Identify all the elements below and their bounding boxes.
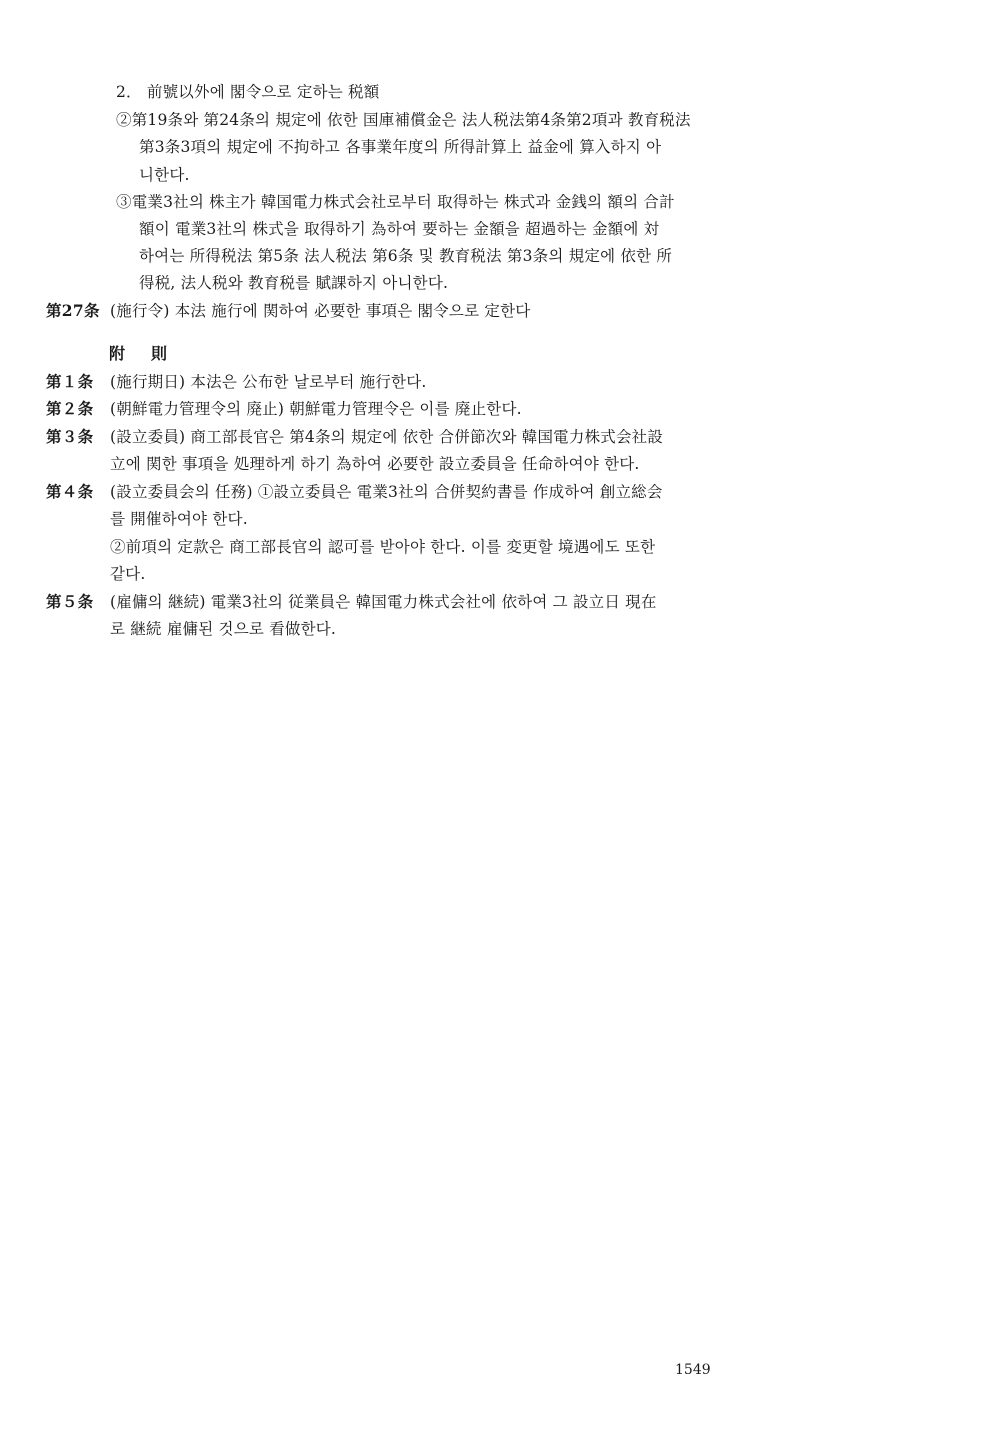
text-line: 得税, 法人税와 教育税를 賦課하지 아니한다. [139,274,449,292]
page-number: 1549 [675,1362,711,1378]
text-line: 2． 前號以外에 閣令으로 定하는 税額 [116,83,380,101]
text-line: 하여는 所得税法 第5条 法人税法 第6条 및 教育税法 第3条의 規定에 依한 所 [139,247,673,265]
text-line: 額이 電業3社의 株式을 取得하기 為하여 要하는 金額을 超過하는 金額에 対 [139,220,660,238]
text-line: ③電業3社의 株主가 韓国電力株式会社로부터 取得하는 株式과 金銭의 額의 合計 [116,193,675,211]
text-line: 로 継続 雇傭된 것으로 看做한다. [110,620,337,638]
text-line: 를 開催하여야 한다. [110,510,248,528]
text-line: (設立委員) 商工部長官은 第4条의 規定에 依한 合併節次와 韓国電力株式会社設 [110,428,664,446]
text-line: 立에 関한 事項을 処理하게 하기 為하여 必要한 設立委員을 任命하여야 한다. [110,455,640,473]
article-label-sup2: 第２条 [46,399,94,418]
text-line: (設立委員会의 任務) ①設立委員은 電業3社의 合併契約書를 作成하여 創立総会 [110,483,663,501]
article-label-sup4: 第４条 [46,482,94,501]
text-line: (朝鮮電力管理令의 廃止) 朝鮮電力管理令은 이를 廃止한다. [110,400,522,418]
text-line: 같다. [110,565,146,583]
article-label-27: 第27条 [46,301,100,320]
text-line: 니한다. [139,166,190,184]
article-label-sup5: 第５条 [46,592,94,611]
text-line: 第3条3項의 規定에 不拘하고 各事業年度의 所得計算上 益金에 算入하지 아 [139,138,662,156]
text-line: ②第19条와 第24条의 規定에 依한 国庫補償金은 法人税法第4条第2項과 教育税法 [116,111,691,129]
text-line: (施行期日) 本法은 公布한 날로부터 施行한다. [110,373,427,391]
text-line: (雇傭의 継続) 電業3社의 従業員은 韓国電力株式会社에 依하여 그 設立日 現在 [110,593,657,611]
supplementary-heading: 附則 [109,344,194,363]
text-line: (施行令) 本法 施行에 関하여 必要한 事項은 閣令으로 定한다 [110,302,531,320]
article-label-sup1: 第１条 [46,372,94,391]
article-label-sup3: 第３条 [46,427,94,446]
text-line: ②前項의 定款은 商工部長官의 認可를 받아야 한다. 이를 変更할 境遇에도 또한 [110,538,656,556]
